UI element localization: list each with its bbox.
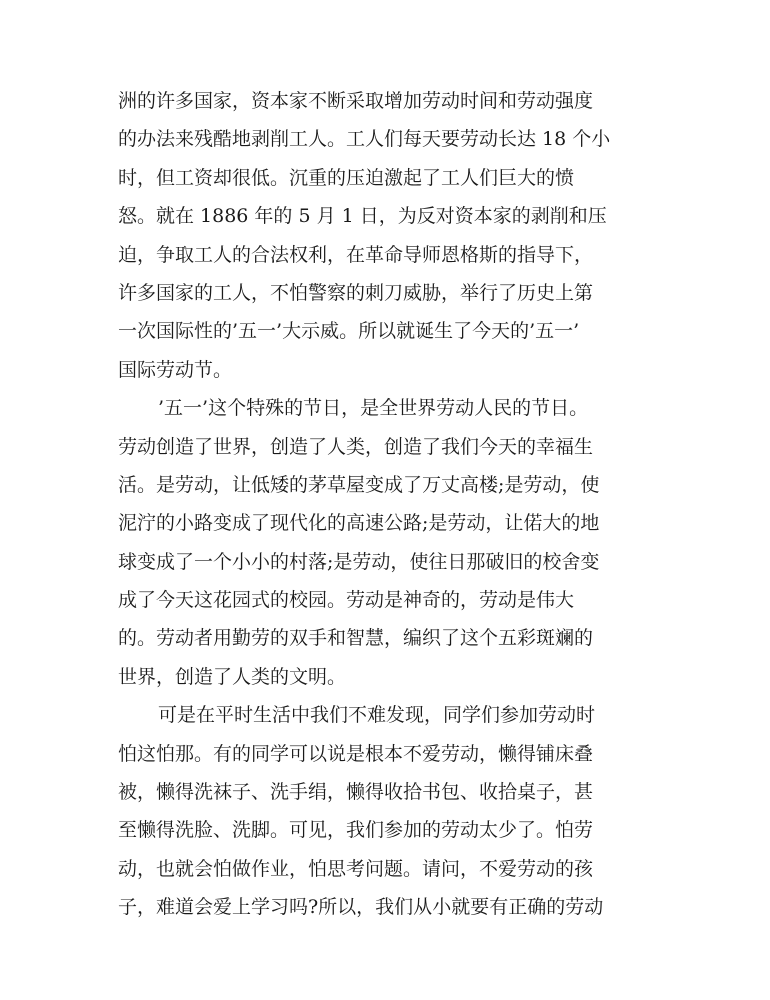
text-line: 活。是劳动，让低矮的茅草屋变成了万丈高楼;是劳动，使 bbox=[118, 473, 600, 496]
text-line: 被，懒得洗袜子、洗手绢，懒得收拾书包、收拾桌子，甚 bbox=[118, 781, 594, 804]
text-line: 时，但工资却很低。沉重的压迫激起了工人们巨大的愤 bbox=[118, 166, 575, 189]
paragraph-start-line: 可是在平时生活中我们不难发现，同学们参加劳动时 bbox=[158, 704, 596, 727]
text-line: 国际劳动节。 bbox=[118, 358, 233, 381]
document-body bbox=[118, 82, 658, 927]
text-line: 动，也就会怕做作业，怕思考问题。请问，不爱劳动的孩 bbox=[118, 857, 594, 880]
text-line: 洲的许多国家，资本家不断采取增加劳动时间和劳动强度 bbox=[118, 90, 594, 112]
text-line: 成了今天这花园式的校园。劳动是神奇的，劳动是伟大 bbox=[118, 589, 575, 612]
text-line: 泥泞的小路变成了现代化的高速公路;是劳动，让偌大的地 bbox=[118, 512, 600, 535]
text-line: 球变成了一个小小的村落;是劳动，使往日那破旧的校舍变 bbox=[118, 550, 600, 573]
text-line: 劳动创造了世界，创造了人类，创造了我们今天的幸福生 bbox=[118, 435, 594, 458]
text-line: 的。劳动者用勤劳的双手和智慧，编织了这个五彩斑斓的 bbox=[118, 627, 594, 650]
text-line: 的办法来残酷地剥削工人。工人们每天要劳动长达 18 个小 bbox=[118, 128, 611, 151]
text-line: 怕这怕那。有的同学可以说是根本不爱劳动，懒得铺床叠 bbox=[118, 742, 594, 765]
paragraph-start-line: ’五一’这个特殊的节日，是全世界劳动人民的节日。 bbox=[158, 397, 589, 420]
text-line: 迫，争取工人的合法权利，在革命导师恩格斯的指导下， bbox=[118, 243, 594, 266]
text-line: 子，难道会爱上学习吗?所以，我们从小就要有正确的劳动 bbox=[118, 896, 604, 919]
text-line: 许多国家的工人，不怕警察的刺刀威胁，举行了历史上第 bbox=[118, 281, 594, 304]
text-line: 一次国际性的’五一’大示威。所以就诞生了今天的’五一’ bbox=[118, 320, 580, 343]
text-line: 至懒得洗脸、洗脚。可见，我们参加的劳动太少了。怕劳 bbox=[118, 819, 594, 842]
text-line: 怒。就在 1886 年的 5 月 1 日，为反对资本家的剥削和压 bbox=[118, 205, 607, 228]
text-line: 世界，创造了人类的文明。 bbox=[118, 665, 347, 688]
